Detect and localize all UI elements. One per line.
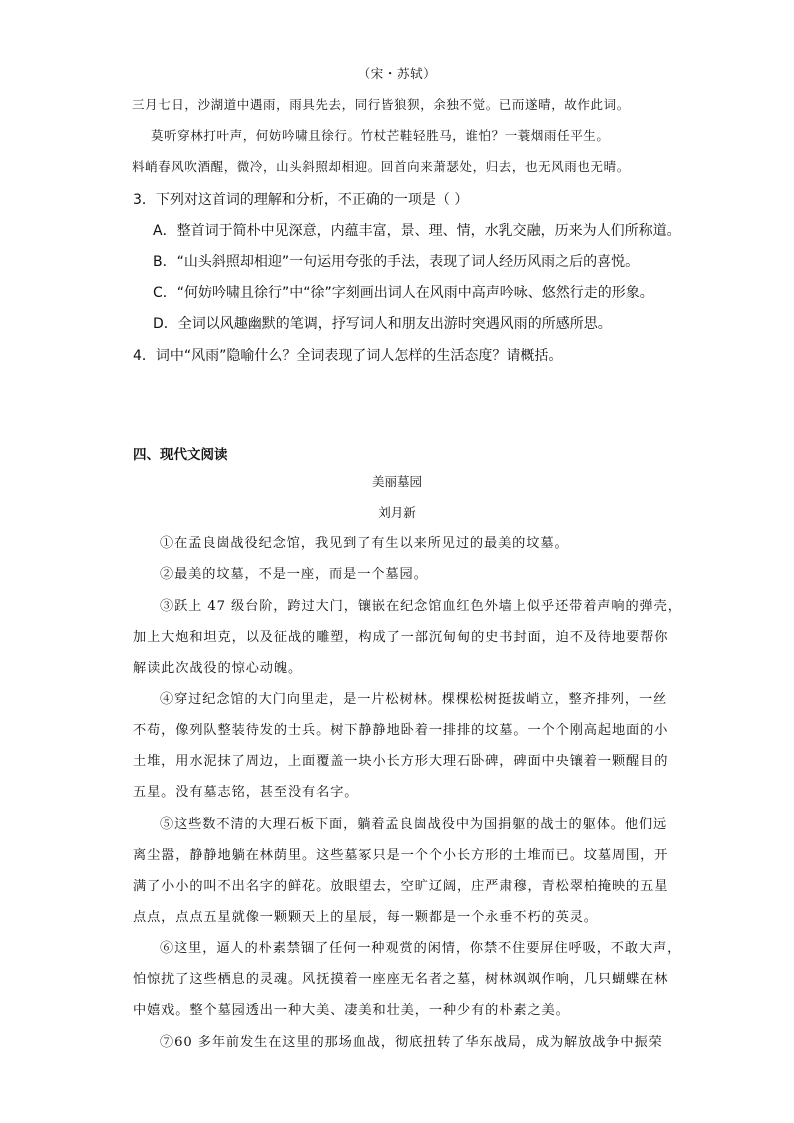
article-line: ⑦60 多年前发生在这里的那场血战，彻底扭转了华东战局，成为解放战争中振荣	[160, 1035, 663, 1050]
article-line: 满了小小的叫不出名字的鲜花。放眼望去，空旷辽阔，庄严肃穆，青松翠柏掩映的五星	[133, 879, 669, 894]
section-heading: 四、现代文阅读	[133, 447, 228, 463]
poem-preface: 三月七日，沙湖道中遇雨，雨具先去，同行皆狼狈，余独不觉。已而遂晴，故作此词。	[132, 97, 630, 112]
question-4-stem: 4．词中“风雨”隐喻什么？全词表现了词人怎样的生活态度？请概括。	[133, 348, 563, 364]
poem-line-2: 料峭春风吹酒醒，微冷，山头斜照却相迎。回首向来萧瑟处，归去，也无风雨也无晴。	[132, 159, 630, 174]
article-line: 土堆，用水泥抹了周边，上面覆盖一块小长方形大理石卧碑，碑面中央镶着一颗醒目的	[133, 754, 669, 769]
poem-line-1: 莫听穿林打叶声，何妨吟啸且徐行。竹杖芒鞋轻胜马，谁怕？一蓑烟雨任平生。	[151, 128, 610, 143]
article-line: ②最美的坟墓，不是一座，而是一个墓园。	[160, 567, 428, 582]
article-line: ⑤这些数不清的大理石板下面，躺着孟良崮战役中为国捐躯的战士的躯体。他们远	[160, 817, 668, 832]
article-line: 离尘嚣，静静地躺在林荫里。这些墓冢只是一个个小长方形的土堆而已。坟墓周围，开	[133, 848, 669, 863]
article-line: ①在孟良崮战役纪念馆，我见到了有生以来所见过的最美的坟墓。	[160, 536, 569, 551]
question-3-option-b: B．“山头斜照却相迎”一句运用夸张的手法，表现了词人经历风雨之后的喜悦。	[153, 254, 640, 270]
question-3-stem: 3．下列对这首词的理解和分析，不正确的一项是（ ）	[133, 192, 469, 208]
article-line: 中嬉戏。整个墓园透出一种大美、凄美和壮美，一种少有的朴素之美。	[133, 1003, 570, 1018]
article-line: 点点，点点五星就像一颗颗天上的星辰，每一颗都是一个永垂不朽的英灵。	[133, 910, 598, 925]
question-3-option-d: D．全词以风趣幽默的笔调，抒写词人和朋友出游时突遇风雨的所感所思。	[153, 316, 612, 332]
article-line: 怕惊扰了这些栖息的灵魂。风抚摸着一座座无名者之墓，树林飒飒作响，几只蝴蝶在林	[133, 972, 669, 987]
article-line: ⑥这里，逼人的朴素禁锢了任何一种观赏的闲情，你禁不住要屏住呼吸，不敢大声，	[160, 941, 682, 956]
article-line: 加上大炮和坦克，以及征战的雕塑，构成了一部沉甸甸的史书封面，迫不及待地要帮你	[133, 630, 669, 645]
article-line: 不苟，像列队整装待发的士兵。树下静静地卧着一排排的坟墓。一个个刚高起地面的小	[133, 723, 669, 738]
article-line: 解读此次战役的惊心动魄。	[133, 661, 303, 676]
question-3-option-c: C．“何妨吟啸且徐行”中“徐”字刻画出词人在风雨中高声吟咏、悠然行走的形象。	[153, 285, 654, 301]
article-author: 刘月新	[378, 505, 416, 520]
article-line: ④穿过纪念馆的大门向里走，是一片松树林。棵棵松树挺拔峭立，整齐排列，一丝	[160, 692, 668, 707]
article-line: ③跃上 47 级台阶，跨过大门，镶嵌在纪念馆血红色外墙上似乎还带着声响的弹壳，	[160, 599, 682, 614]
poem-author: （宋・苏轼）	[357, 66, 437, 81]
question-3-option-a: A．整首词于简朴中见深意，内蕴丰富，景、理、情，水乳交融，历来为人们所称道。	[153, 223, 681, 239]
article-line: 五星。没有墓志铭，甚至没有名字。	[133, 785, 359, 800]
article-title: 美丽墓园	[371, 474, 422, 489]
